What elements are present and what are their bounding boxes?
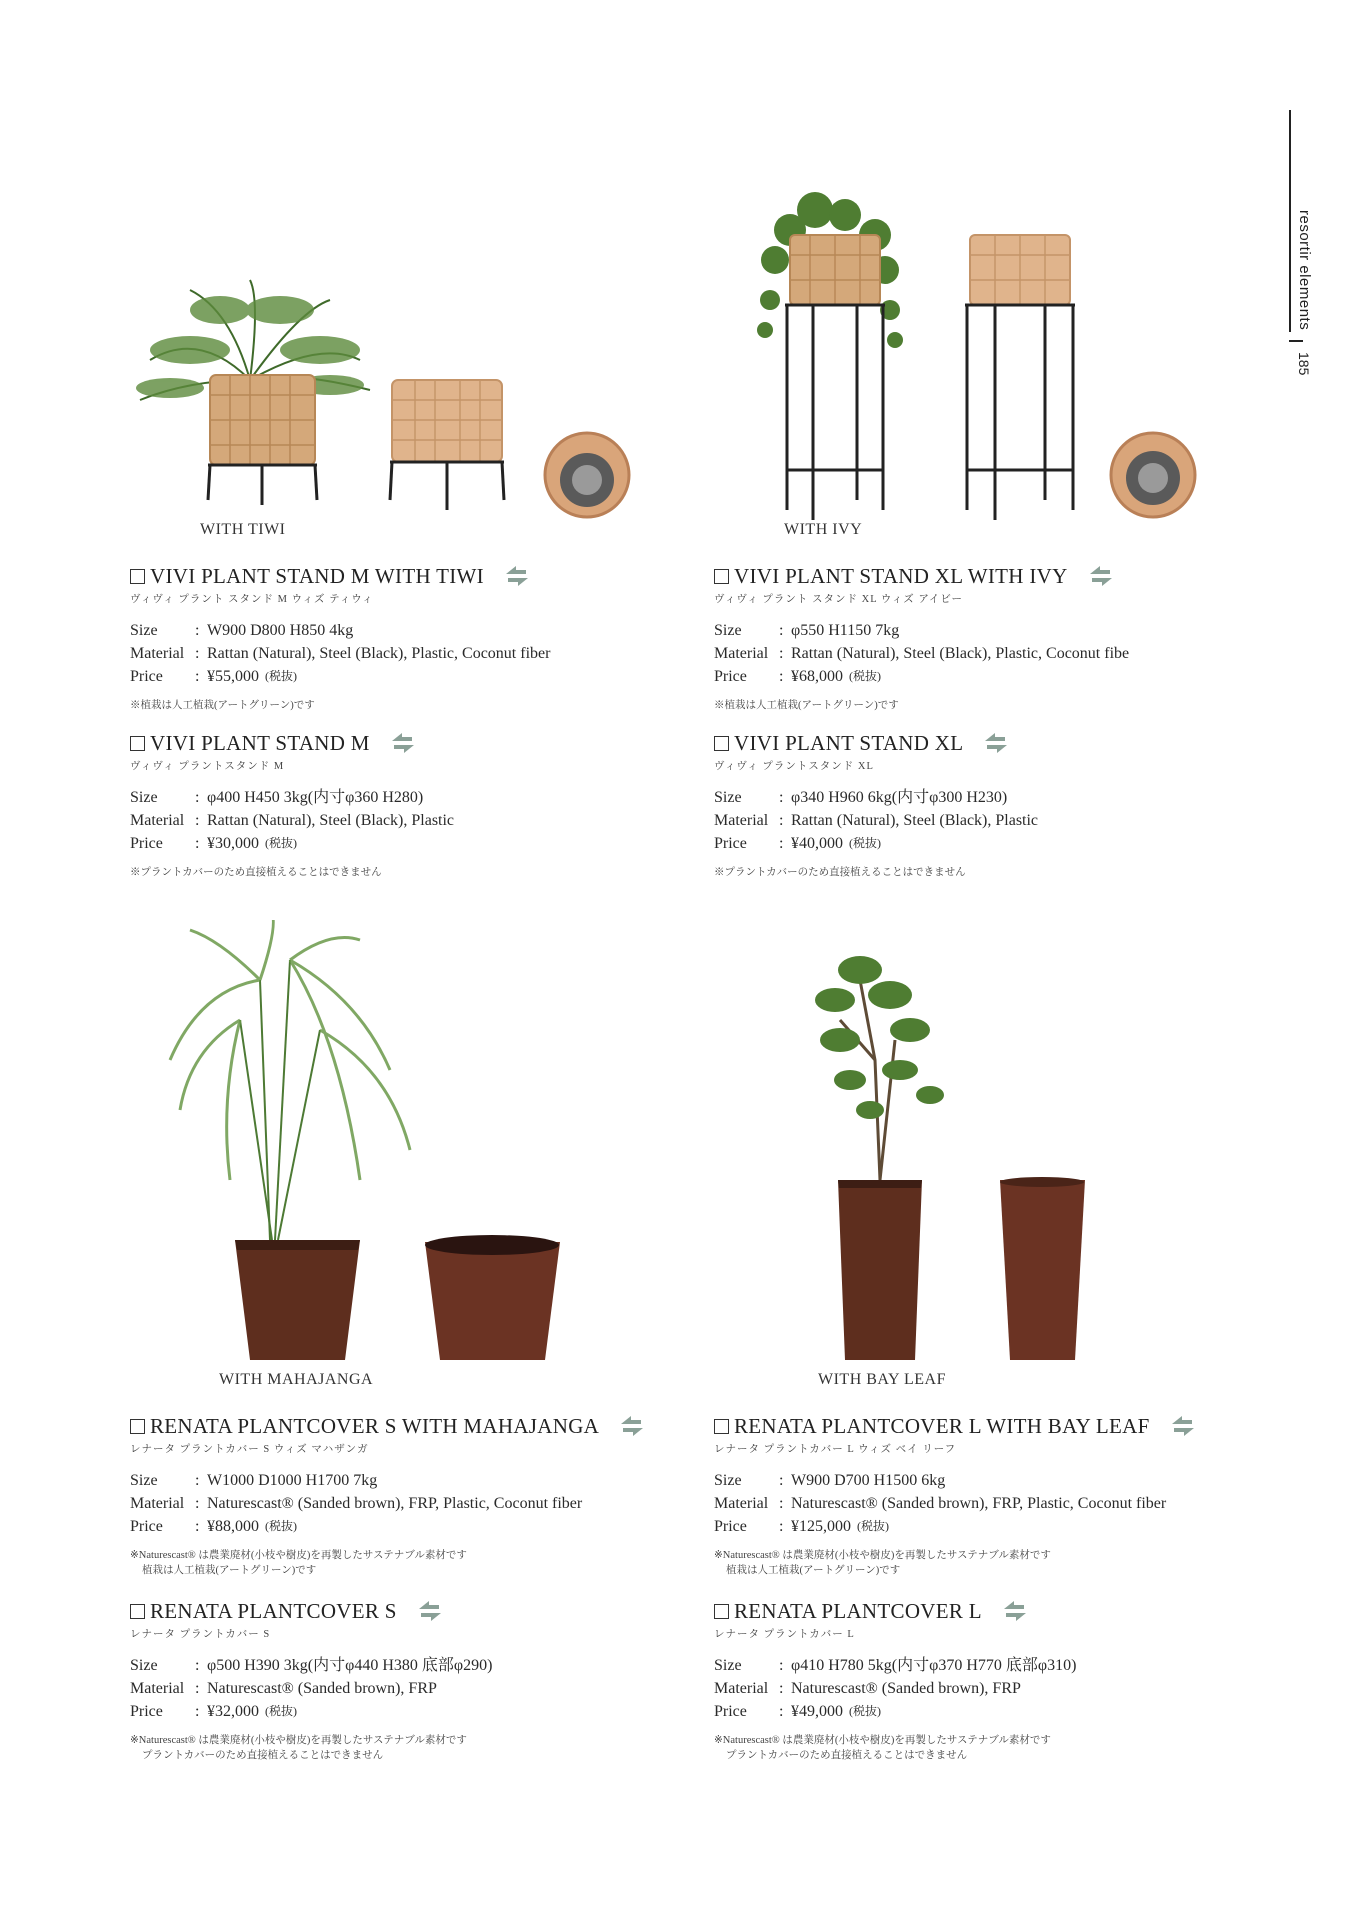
swap-arrows-icon xyxy=(1168,1413,1198,1439)
size-value: W1000 D1000 H1700 7kg xyxy=(207,1472,378,1489)
material-label: Material xyxy=(130,1495,185,1512)
tax-note: (税抜) xyxy=(265,1704,297,1718)
footnote: ※植栽は人工植栽(アートグリーン)です xyxy=(714,700,899,711)
page-tick xyxy=(1289,340,1303,342)
material-label: Material xyxy=(130,1680,185,1697)
tax-note: (税抜) xyxy=(265,1519,297,1533)
footnote-line: 植栽は人工植栽(アートグリーン)です xyxy=(142,1565,317,1576)
spec-list: Size : W900 D800 H850 4kg Material : Rattan (Natural), Steel (Black), Plastic, Coconut fiber Price : ¥55,000 (税抜) xyxy=(130,619,670,688)
material-label: Material xyxy=(130,812,185,829)
size-value: φ400 H450 3kg(内寸φ360 H280) xyxy=(207,789,424,806)
spec-list: Size : φ410 H780 5kg(内寸φ370 H770 底部φ310) Material : Naturescast® (Sanded brown), FRP Price : ¥49,000 (税抜) xyxy=(714,1654,1254,1723)
spec-list: Size : W900 D700 H1500 6kg Material : Naturescast® (Sanded brown), FRP, Plastic, Coconut fiber Price : ¥125,000 (税抜) xyxy=(714,1469,1254,1538)
price-value: ¥49,000 xyxy=(791,1703,843,1720)
footnote xyxy=(714,1548,1254,1578)
photo-vivi-xl-ivy xyxy=(745,180,1225,530)
product-block xyxy=(130,563,670,713)
product-title: VIVI PLANT STAND M xyxy=(150,730,370,755)
price-label: Price xyxy=(130,1518,163,1535)
footnote-line: ※Naturescast® は農業廃材(小枝や樹皮)を再製したサステナブル素材です xyxy=(714,1735,1051,1746)
product-block xyxy=(714,1598,1254,1763)
swap-arrows-icon xyxy=(1086,563,1116,589)
price-value: ¥55,000 xyxy=(207,668,259,685)
material-value: Rattan (Natural), Steel (Black), Plastic, Coconut fiber xyxy=(207,645,551,662)
page-number: 185 xyxy=(1296,352,1312,376)
tax-note: (税抜) xyxy=(857,1519,889,1533)
footnote: ※プラントカバーのため直接植えることはできません xyxy=(130,867,382,878)
swap-arrows-icon xyxy=(617,1413,647,1439)
brand-label: resortir elements xyxy=(1296,210,1313,331)
price-label: Price xyxy=(130,668,163,685)
product-kana: ヴィヴィ プラントスタンド XL xyxy=(714,761,874,772)
spec-list: Size : W1000 D1000 H1700 7kg Material : Naturescast® (Sanded brown), FRP, Plastic, Coconut fiber Price : ¥88,000 (税抜) xyxy=(130,1469,670,1538)
product-title: VIVI PLANT STAND XL xyxy=(734,730,964,755)
price-value: ¥32,000 xyxy=(207,1703,259,1720)
footnote-line: プラントカバーのため直接植えることはできません xyxy=(726,1750,968,1761)
footnote: ※植栽は人工植栽(アートグリーン)です xyxy=(130,700,315,711)
size-value: φ550 H1150 7kg xyxy=(791,622,900,639)
caption-with-bay-leaf: WITH BAY LEAF xyxy=(818,1371,946,1388)
size-label: Size xyxy=(714,1657,742,1674)
swap-arrows-icon xyxy=(981,730,1011,756)
product-kana: ヴィヴィ プラントスタンド M xyxy=(130,761,285,772)
material-value: Rattan (Natural), Steel (Black), Plastic xyxy=(791,812,1039,829)
material-label: Material xyxy=(714,1495,769,1512)
checkbox[interactable] xyxy=(714,569,729,584)
size-label: Size xyxy=(714,1472,742,1489)
material-value: Naturescast® (Sanded brown), FRP xyxy=(207,1680,437,1697)
product-title: RENATA PLANTCOVER L WITH BAY LEAF xyxy=(734,1413,1150,1438)
product-title: RENATA PLANTCOVER S WITH MAHAJANGA xyxy=(150,1413,600,1438)
checkbox[interactable] xyxy=(714,1419,729,1434)
footnote: ※プラントカバーのため直接植えることはできません xyxy=(714,867,966,878)
material-value: Naturescast® (Sanded brown), FRP, Plastic, Coconut fiber xyxy=(791,1495,1167,1512)
tax-note: (税抜) xyxy=(849,1704,881,1718)
footnote-line: ※Naturescast® は農業廃材(小枝や樹皮)を再製したサステナブル素材です xyxy=(714,1550,1051,1561)
price-value: ¥68,000 xyxy=(791,668,843,685)
size-value: φ340 H960 6kg(内寸φ300 H230) xyxy=(791,789,1008,806)
footnote-line: ※Naturescast® は農業廃材(小枝や樹皮)を再製したサステナブル素材です xyxy=(130,1735,467,1746)
material-label: Material xyxy=(130,645,185,662)
size-label: Size xyxy=(130,789,158,806)
spec-list: Size : φ340 H960 6kg(内寸φ300 H230) Material : Rattan (Natural), Steel (Black), Plastic Price : ¥40,000 (税抜) xyxy=(714,786,1254,855)
size-value: W900 D800 H850 4kg xyxy=(207,622,354,639)
spec-list: Size : φ550 H1150 7kg Material : Rattan (Natural), Steel (Black), Plastic, Coconut fibe Price : ¥68,000 (税抜) xyxy=(714,619,1254,688)
product-kana: ヴィヴィ プラント スタンド XL ウィズ アイビー xyxy=(714,594,963,605)
price-label: Price xyxy=(714,835,747,852)
tax-note: (税抜) xyxy=(849,836,881,850)
size-label: Size xyxy=(130,1472,158,1489)
photo-vivi-m-tiwi xyxy=(130,270,650,530)
product-title: RENATA PLANTCOVER S xyxy=(150,1598,397,1623)
checkbox[interactable] xyxy=(714,1604,729,1619)
price-label: Price xyxy=(714,668,747,685)
product-block xyxy=(714,1413,1254,1578)
size-value: φ410 H780 5kg(内寸φ370 H770 底部φ310) xyxy=(791,1657,1077,1674)
price-label: Price xyxy=(714,1518,747,1535)
material-label: Material xyxy=(714,812,769,829)
caption-with-tiwi: WITH TIWI xyxy=(200,521,286,538)
size-value: φ500 H390 3kg(内寸φ440 H380 底部φ290) xyxy=(207,1657,493,1674)
size-label: Size xyxy=(714,789,742,806)
price-value: ¥125,000 xyxy=(791,1518,851,1535)
swap-arrows-icon xyxy=(502,563,532,589)
tax-note: (税抜) xyxy=(265,836,297,850)
product-block xyxy=(714,730,1254,880)
photo-renata-l-bay-leaf xyxy=(800,940,1120,1360)
swap-arrows-icon xyxy=(415,1598,445,1624)
footnote xyxy=(714,1733,1254,1763)
size-label: Size xyxy=(714,622,742,639)
footnote xyxy=(130,1733,670,1763)
size-label: Size xyxy=(130,1657,158,1674)
product-block xyxy=(130,730,670,880)
checkbox[interactable] xyxy=(714,736,729,751)
footnote-line: プラントカバーのため直接植えることはできません xyxy=(142,1750,384,1761)
product-kana: レナータ プラントカバー S xyxy=(130,1629,271,1640)
checkbox[interactable] xyxy=(130,569,145,584)
price-label: Price xyxy=(130,835,163,852)
footnote xyxy=(130,1548,670,1578)
spec-list: Size : φ500 H390 3kg(内寸φ440 H380 底部φ290) Material : Naturescast® (Sanded brown), FRP Price : ¥32,000 (税抜) xyxy=(130,1654,670,1723)
tax-note: (税抜) xyxy=(265,669,297,683)
price-label: Price xyxy=(130,1703,163,1720)
sidebar-rule xyxy=(1289,110,1291,332)
product-kana: ヴィヴィ プラント スタンド M ウィズ ティウィ xyxy=(130,594,374,605)
product-kana: レナータ プラントカバー L xyxy=(714,1629,855,1640)
material-label: Material xyxy=(714,645,769,662)
price-value: ¥30,000 xyxy=(207,835,259,852)
footnote-line: ※Naturescast® は農業廃材(小枝や樹皮)を再製したサステナブル素材です xyxy=(130,1550,467,1561)
checkbox[interactable] xyxy=(130,1604,145,1619)
checkbox[interactable] xyxy=(130,736,145,751)
product-block xyxy=(130,1413,670,1578)
product-block xyxy=(130,1598,670,1763)
size-value: W900 D700 H1500 6kg xyxy=(791,1472,946,1489)
price-value: ¥88,000 xyxy=(207,1518,259,1535)
product-title: VIVI PLANT STAND XL WITH IVY xyxy=(734,563,1068,588)
tax-note: (税抜) xyxy=(849,669,881,683)
material-label: Material xyxy=(714,1680,769,1697)
caption-with-ivy: WITH IVY xyxy=(784,521,863,538)
product-kana: レナータ プラントカバー L ウィズ ベイ リーフ xyxy=(714,1444,957,1455)
material-value: Naturescast® (Sanded brown), FRP xyxy=(791,1680,1021,1697)
size-label: Size xyxy=(130,622,158,639)
photo-renata-s-mahajanga xyxy=(160,920,590,1360)
price-value: ¥40,000 xyxy=(791,835,843,852)
product-title: RENATA PLANTCOVER L xyxy=(734,1598,982,1623)
swap-arrows-icon xyxy=(388,730,418,756)
product-block xyxy=(714,563,1254,713)
product-title: VIVI PLANT STAND M WITH TIWI xyxy=(150,563,484,588)
material-value: Rattan (Natural), Steel (Black), Plastic xyxy=(207,812,455,829)
product-kana: レナータ プラントカバー S ウィズ マハザンガ xyxy=(130,1444,369,1455)
material-value: Rattan (Natural), Steel (Black), Plastic, Coconut fibe xyxy=(791,645,1130,662)
checkbox[interactable] xyxy=(130,1419,145,1434)
footnote-line: 植栽は人工植栽(アートグリーン)です xyxy=(726,1565,901,1576)
swap-arrows-icon xyxy=(1000,1598,1030,1624)
spec-list: Size : φ400 H450 3kg(内寸φ360 H280) Material : Rattan (Natural), Steel (Black), Plastic Price : ¥30,000 (税抜) xyxy=(130,786,670,855)
caption-with-mahajanga: WITH MAHAJANGA xyxy=(219,1371,374,1388)
material-value: Naturescast® (Sanded brown), FRP, Plastic, Coconut fiber xyxy=(207,1495,583,1512)
price-label: Price xyxy=(714,1703,747,1720)
